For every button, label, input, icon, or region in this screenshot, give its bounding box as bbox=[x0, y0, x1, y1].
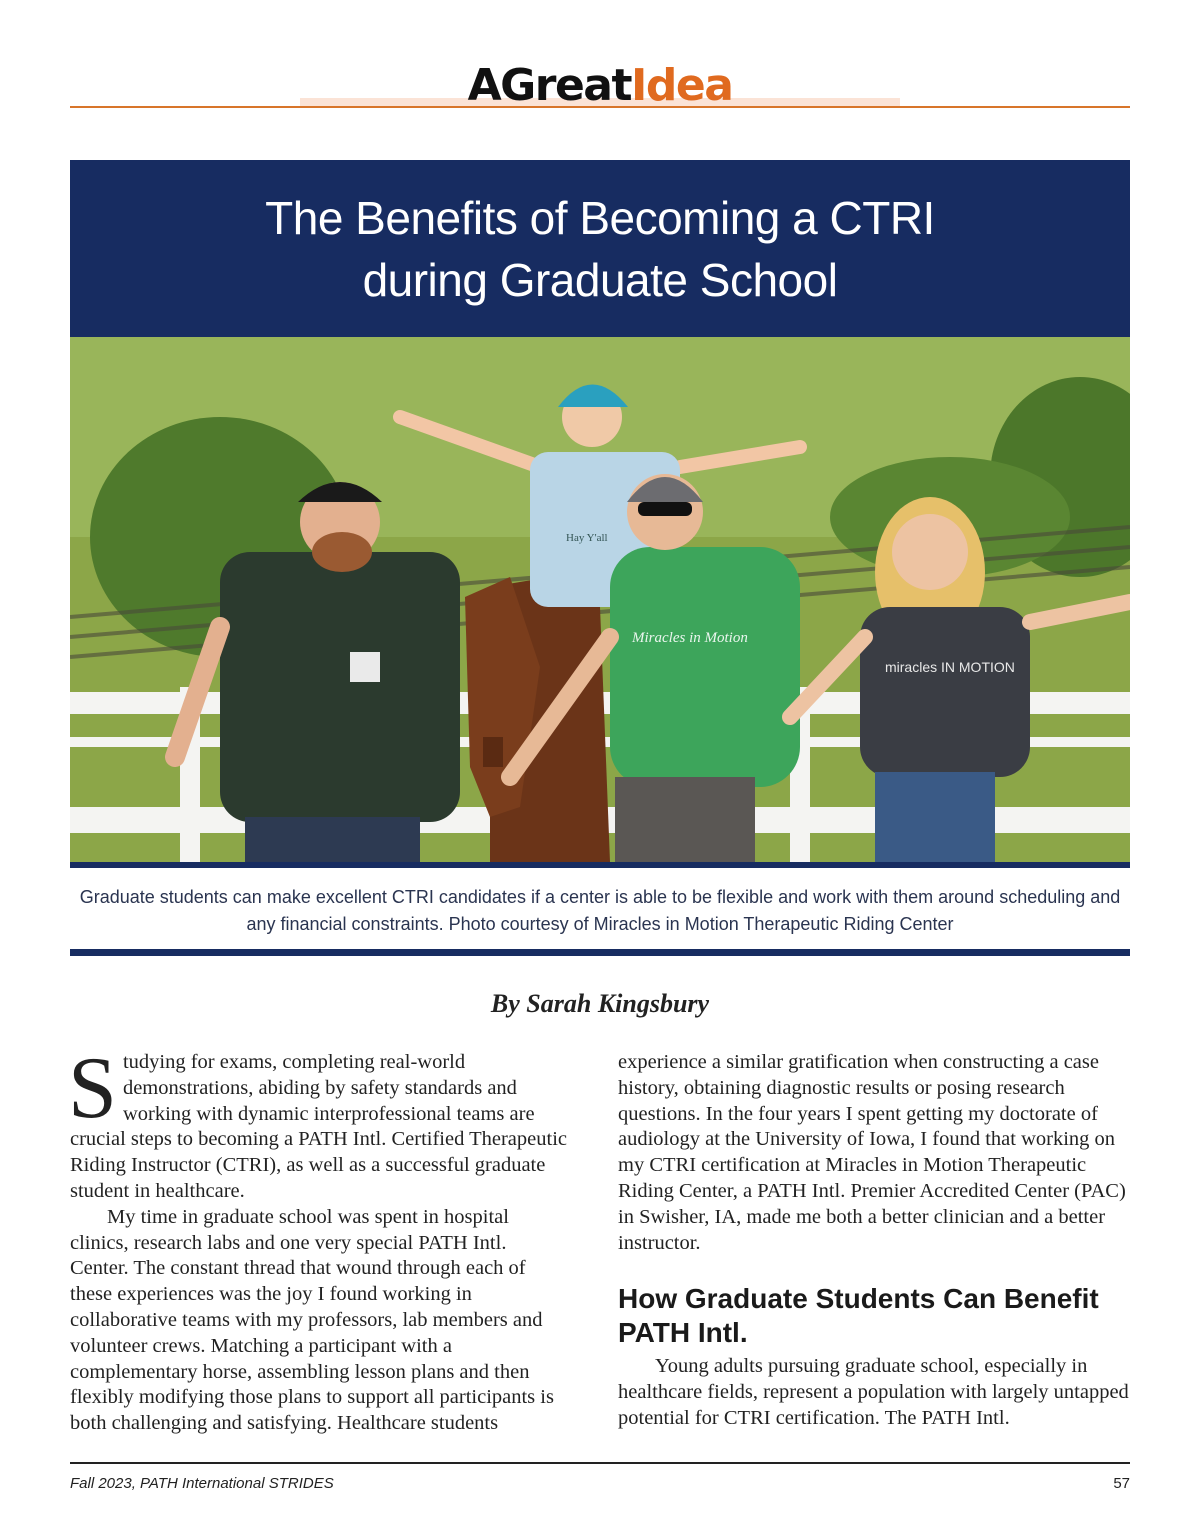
article-column-right bbox=[618, 1050, 1130, 1432]
photo-caption: Graduate students can make excellent CTRI candidates if a center is able to be flexible and work with them around scheduling and any financial constraints. Photo courtesy of Miracles in Motion Therapeutic Riding Center bbox=[79, 887, 1121, 934]
helmet-shirt-text: Hay Y'all bbox=[566, 532, 608, 544]
article-title-line-1: The Benefits of Becoming a CTRI bbox=[265, 191, 935, 244]
photo-bottom-rule bbox=[70, 862, 1130, 868]
paragraph-1 bbox=[68, 1040, 570, 1205]
article-title-band bbox=[70, 160, 1130, 337]
paragraph-4: Young adults pursuing graduate school, especially in healthcare fields, represent a population with largely untapped potential for CTRI certification. The PATH Intl. bbox=[618, 1355, 1129, 1429]
photo-illustration bbox=[70, 337, 1130, 862]
dropcap: S bbox=[68, 1040, 117, 1137]
page-number: 57 bbox=[1113, 1475, 1130, 1492]
section-subhead: How Graduate Students Can Benefit PATH Intl. bbox=[618, 1283, 1099, 1349]
section-logo-part1: AGreat bbox=[467, 60, 632, 111]
article-photo bbox=[70, 337, 1130, 862]
byline: By Sarah Kingsbury bbox=[490, 989, 710, 1018]
section-logo bbox=[0, 62, 1200, 110]
section-logo-part2: Idea bbox=[631, 60, 733, 111]
gray-shirt-text: miracles IN MOTION bbox=[885, 659, 1015, 675]
paragraph-1-text: tudying for exams, completing real-world demonstrations, abiding by safety standards and working with dynamic interprofessional teams are crucial steps to becoming a PATH Intl. Certified Therapeutic Riding Instructor (CTRI), as well as a successful graduate student in healthcare. bbox=[70, 1051, 567, 1202]
article-title-line-2: during Graduate School bbox=[362, 253, 838, 306]
paragraph-2: My time in graduate school was spent in hospital clinics, research labs and one very special PATH Intl. Center. The constant thread that wound through each of these experiences was the joy I found working in collaborative teams with my professors, lab members and volunteer crews. Matching a participant with a complementary horse, assembling lesson plans and then flexibly modifying those plans to support all participants is both challenging and satisfying. Healthcare students bbox=[70, 1205, 554, 1435]
article-column-left bbox=[68, 1040, 570, 1437]
caption-rule bbox=[70, 949, 1130, 956]
footer-rule bbox=[70, 1462, 1130, 1464]
footer-publication: Fall 2023, PATH International STRIDES bbox=[70, 1475, 334, 1492]
paragraph-3: experience a similar gratification when constructing a case history, obtaining diagnostic results or posing research questions. In the four years I spent getting my doctorate of audiology at the University of Iowa, I found that working on my CTRI certification at Miracles in Motion Therapeutic Riding Center, a PATH Intl. Premier Accredited Center (PAC) in Swisher, IA, made me both a better clinician and a better instructor. bbox=[618, 1051, 1126, 1254]
green-shirt-text: Miracles in Motion bbox=[632, 630, 748, 646]
